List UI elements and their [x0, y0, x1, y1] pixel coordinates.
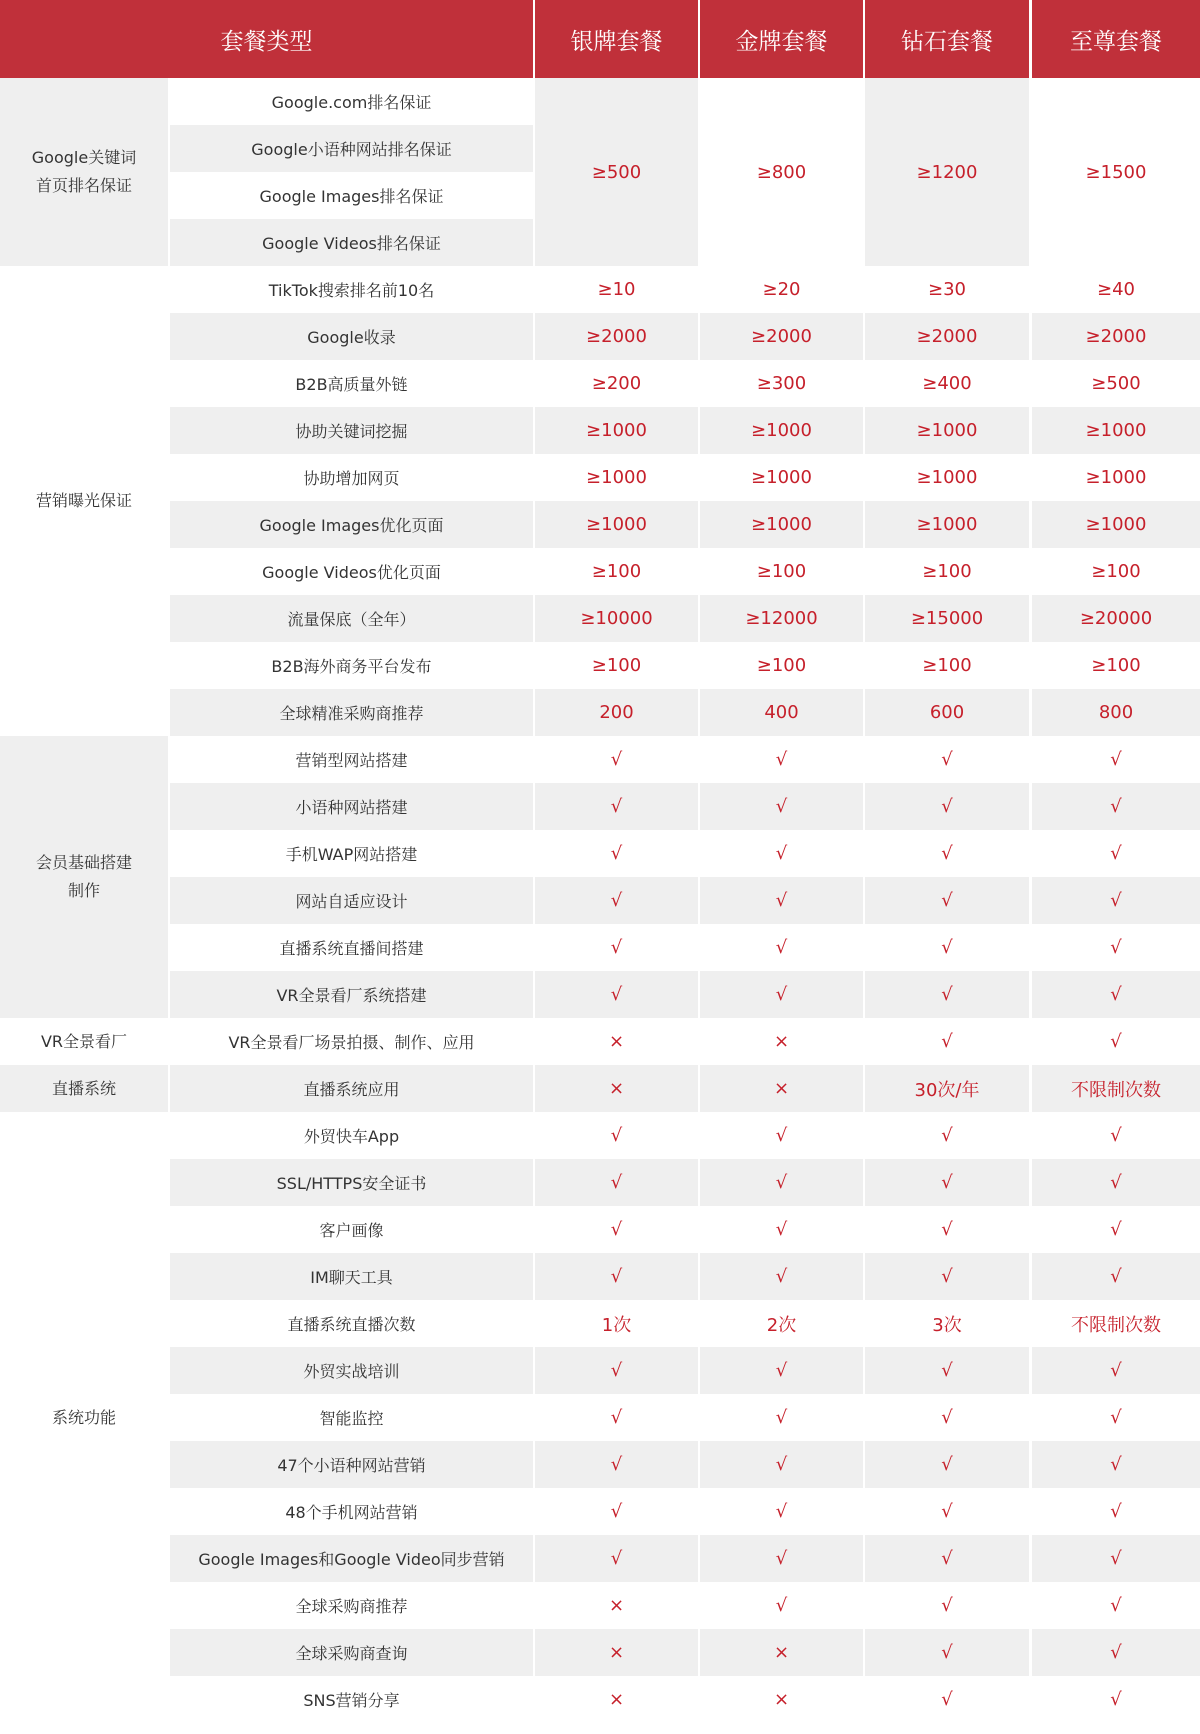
plan-value-cell: ≥1000: [1032, 407, 1200, 454]
header-plan-1: 银牌套餐: [535, 0, 698, 78]
category-label: VR全景看厂: [0, 1018, 168, 1065]
plan-value-cell: √: [865, 971, 1029, 1018]
plan-value-cell: √: [1032, 1535, 1200, 1582]
ranking-guarantee-value: ≥1200: [865, 78, 1029, 266]
feature-label: 外贸快车App: [170, 1112, 533, 1159]
feature-label: 营销型网站搭建: [170, 736, 533, 783]
plan-value-cell: √: [865, 1206, 1029, 1253]
plan-value-cell: 400: [700, 689, 863, 736]
plan-value-cell: √: [1032, 1394, 1200, 1441]
header-type-label: 套餐类型: [0, 0, 533, 78]
plan-value-cell: √: [1032, 1018, 1200, 1065]
feature-label: 直播系统直播间搭建: [170, 924, 533, 971]
plan-value-cell: √: [1032, 1629, 1200, 1676]
plan-value-cell: ×: [535, 1065, 698, 1112]
feature-label: Google小语种网站排名保证: [170, 125, 533, 172]
plan-value-cell: √: [700, 1253, 863, 1300]
plan-value-cell: ×: [535, 1676, 698, 1723]
plan-value-cell: √: [865, 1018, 1029, 1065]
feature-label: 全球采购商查询: [170, 1629, 533, 1676]
plan-value-cell: 800: [1032, 689, 1200, 736]
plan-value-cell: ≥40: [1032, 266, 1200, 313]
plan-value-cell: √: [535, 736, 698, 783]
plan-value-cell: √: [700, 1394, 863, 1441]
feature-label: 直播系统直播次数: [170, 1300, 533, 1347]
plan-value-cell: ×: [700, 1065, 863, 1112]
plan-value-cell: ≥200: [535, 360, 698, 407]
plan-value-cell: √: [1032, 1253, 1200, 1300]
plan-value-cell: √: [1032, 1206, 1200, 1253]
plan-value-cell: ≥1000: [865, 501, 1029, 548]
plan-value-cell: √: [535, 1347, 698, 1394]
plan-value-cell: ≥100: [700, 642, 863, 689]
plan-value-cell: √: [865, 783, 1029, 830]
feature-label: Google收录: [170, 313, 533, 360]
plan-value-cell: √: [700, 736, 863, 783]
plan-value-cell: √: [865, 1159, 1029, 1206]
header-plan-4: 至尊套餐: [1032, 0, 1200, 78]
plan-value-cell: √: [1032, 1441, 1200, 1488]
plan-value-cell: √: [535, 971, 698, 1018]
plan-value-cell: 200: [535, 689, 698, 736]
feature-label: 手机WAP网站搭建: [170, 830, 533, 877]
plan-value-cell: ×: [535, 1582, 698, 1629]
plan-value-cell: √: [1032, 877, 1200, 924]
plan-value-cell: √: [865, 830, 1029, 877]
plan-value-cell: √: [1032, 830, 1200, 877]
plan-value-cell: ×: [700, 1676, 863, 1723]
feature-label: Google Images优化页面: [170, 501, 533, 548]
plan-value-cell: √: [1032, 1676, 1200, 1723]
plan-value-cell: 不限制次数: [1032, 1300, 1200, 1347]
feature-label: B2B高质量外链: [170, 360, 533, 407]
plan-value-cell: ≥30: [865, 266, 1029, 313]
plan-value-cell: √: [865, 1488, 1029, 1535]
feature-label: 全球采购商推荐: [170, 1582, 533, 1629]
category-label: Google关键词 首页排名保证: [0, 78, 168, 266]
plan-value-cell: ≥10: [535, 266, 698, 313]
plan-value-cell: √: [865, 1629, 1029, 1676]
plan-value-cell: √: [535, 1394, 698, 1441]
plan-value-cell: ≥100: [865, 548, 1029, 595]
plan-value-cell: √: [535, 1488, 698, 1535]
plan-value-cell: ×: [700, 1629, 863, 1676]
feature-label: 智能监控: [170, 1394, 533, 1441]
feature-label: 客户画像: [170, 1206, 533, 1253]
plan-value-cell: √: [700, 877, 863, 924]
plan-value-cell: ≥1000: [1032, 501, 1200, 548]
plan-value-cell: ≥100: [700, 548, 863, 595]
plan-value-cell: √: [700, 1206, 863, 1253]
plan-value-cell: ≥2000: [865, 313, 1029, 360]
plan-value-cell: ≥1000: [700, 407, 863, 454]
plan-value-cell: ≥20000: [1032, 595, 1200, 642]
plan-value-cell: √: [865, 1582, 1029, 1629]
category-label: 系统功能: [0, 1112, 168, 1723]
plan-value-cell: √: [1032, 1112, 1200, 1159]
plan-value-cell: ≥1000: [865, 454, 1029, 501]
plan-value-cell: ≥100: [865, 642, 1029, 689]
ranking-guarantee-value: ≥500: [535, 78, 698, 266]
ranking-guarantee-value: ≥1500: [1032, 78, 1200, 266]
plan-value-cell: √: [535, 1159, 698, 1206]
plan-value-cell: ≥1000: [535, 454, 698, 501]
column-divider: [168, 78, 170, 1723]
plan-value-cell: √: [535, 830, 698, 877]
feature-label: 小语种网站搭建: [170, 783, 533, 830]
plan-value-cell: 3次: [865, 1300, 1029, 1347]
plan-value-cell: 2次: [700, 1300, 863, 1347]
plan-value-cell: √: [865, 736, 1029, 783]
plan-value-cell: √: [700, 783, 863, 830]
plan-value-cell: √: [865, 924, 1029, 971]
plan-value-cell: ≥1000: [1032, 454, 1200, 501]
plan-value-cell: √: [700, 1441, 863, 1488]
plan-value-cell: ≥2000: [535, 313, 698, 360]
plan-value-cell: √: [1032, 924, 1200, 971]
plan-value-cell: √: [1032, 1582, 1200, 1629]
plan-value-cell: √: [865, 877, 1029, 924]
category-label: 会员基础搭建 制作: [0, 736, 168, 1018]
plan-value-cell: √: [1032, 1488, 1200, 1535]
plan-value-cell: √: [865, 1253, 1029, 1300]
plan-value-cell: √: [535, 1441, 698, 1488]
plan-value-cell: 30次/年: [865, 1065, 1029, 1112]
plan-value-cell: √: [535, 1535, 698, 1582]
plan-value-cell: √: [865, 1394, 1029, 1441]
plan-value-cell: √: [535, 783, 698, 830]
plan-value-cell: √: [535, 1206, 698, 1253]
plan-value-cell: ≥100: [1032, 642, 1200, 689]
plan-value-cell: √: [700, 830, 863, 877]
feature-label: 协助增加网页: [170, 454, 533, 501]
plan-value-cell: √: [535, 1253, 698, 1300]
feature-label: 全球精准采购商推荐: [170, 689, 533, 736]
plan-value-cell: ≥1000: [865, 407, 1029, 454]
feature-label: 直播系统应用: [170, 1065, 533, 1112]
plan-value-cell: √: [1032, 1347, 1200, 1394]
plan-value-cell: √: [535, 1112, 698, 1159]
plan-value-cell: ≥2000: [700, 313, 863, 360]
feature-label: Google Images和Google Video同步营销: [170, 1535, 533, 1582]
plan-value-cell: ×: [535, 1629, 698, 1676]
category-label: 直播系统: [0, 1065, 168, 1112]
plan-value-cell: √: [1032, 971, 1200, 1018]
plan-value-cell: √: [865, 1112, 1029, 1159]
feature-label: Google Images排名保证: [170, 172, 533, 219]
plan-value-cell: ≥1000: [700, 454, 863, 501]
plan-value-cell: ≥12000: [700, 595, 863, 642]
plan-value-cell: √: [700, 1347, 863, 1394]
plan-value-cell: ≥500: [1032, 360, 1200, 407]
feature-label: SSL/HTTPS安全证书: [170, 1159, 533, 1206]
plan-value-cell: ×: [700, 1018, 863, 1065]
plan-value-cell: ≥100: [1032, 548, 1200, 595]
plan-value-cell: √: [865, 1441, 1029, 1488]
plan-value-cell: ≥1000: [535, 407, 698, 454]
plan-value-cell: 1次: [535, 1300, 698, 1347]
plan-value-cell: √: [700, 971, 863, 1018]
plan-value-cell: √: [700, 1488, 863, 1535]
plan-value-cell: √: [865, 1676, 1029, 1723]
plan-value-cell: ≥20: [700, 266, 863, 313]
plan-value-cell: 不限制次数: [1032, 1065, 1200, 1112]
plan-value-cell: √: [700, 1582, 863, 1629]
feature-label: 外贸实战培训: [170, 1347, 533, 1394]
feature-label: 流量保底（全年）: [170, 595, 533, 642]
plan-value-cell: √: [1032, 736, 1200, 783]
feature-label: 48个手机网站营销: [170, 1488, 533, 1535]
feature-label: TikTok搜索排名前10名: [170, 266, 533, 313]
header-plan-3: 钻石套餐: [865, 0, 1029, 78]
feature-label: 47个小语种网站营销: [170, 1441, 533, 1488]
plan-value-cell: ≥100: [535, 642, 698, 689]
plan-value-cell: ≥15000: [865, 595, 1029, 642]
plan-value-cell: ×: [535, 1018, 698, 1065]
feature-label: B2B海外商务平台发布: [170, 642, 533, 689]
ranking-guarantee-value: ≥800: [700, 78, 863, 266]
plan-value-cell: √: [1032, 783, 1200, 830]
category-label: 营销曝光保证: [0, 266, 168, 736]
feature-label: VR全景看厂系统搭建: [170, 971, 533, 1018]
feature-label: Google.com排名保证: [170, 78, 533, 125]
plan-value-cell: ≥10000: [535, 595, 698, 642]
feature-label: Google Videos排名保证: [170, 219, 533, 266]
plan-value-cell: √: [700, 1112, 863, 1159]
feature-label: SNS营销分享: [170, 1676, 533, 1723]
plan-value-cell: √: [865, 1535, 1029, 1582]
plan-value-cell: √: [535, 877, 698, 924]
plan-value-cell: ≥100: [535, 548, 698, 595]
plan-value-cell: √: [1032, 1159, 1200, 1206]
plan-value-cell: √: [700, 1159, 863, 1206]
plan-value-cell: ≥300: [700, 360, 863, 407]
plan-value-cell: √: [700, 1535, 863, 1582]
plan-value-cell: √: [535, 924, 698, 971]
plan-value-cell: √: [865, 1347, 1029, 1394]
plan-value-cell: ≥1000: [700, 501, 863, 548]
header-plan-2: 金牌套餐: [700, 0, 863, 78]
plan-value-cell: 600: [865, 689, 1029, 736]
feature-label: VR全景看厂场景拍摄、制作、应用: [170, 1018, 533, 1065]
feature-label: 网站自适应设计: [170, 877, 533, 924]
plan-value-cell: √: [700, 924, 863, 971]
plan-value-cell: ≥1000: [535, 501, 698, 548]
plan-value-cell: ≥400: [865, 360, 1029, 407]
feature-label: 协助关键词挖掘: [170, 407, 533, 454]
feature-label: Google Videos优化页面: [170, 548, 533, 595]
plan-value-cell: ≥2000: [1032, 313, 1200, 360]
feature-label: IM聊天工具: [170, 1253, 533, 1300]
